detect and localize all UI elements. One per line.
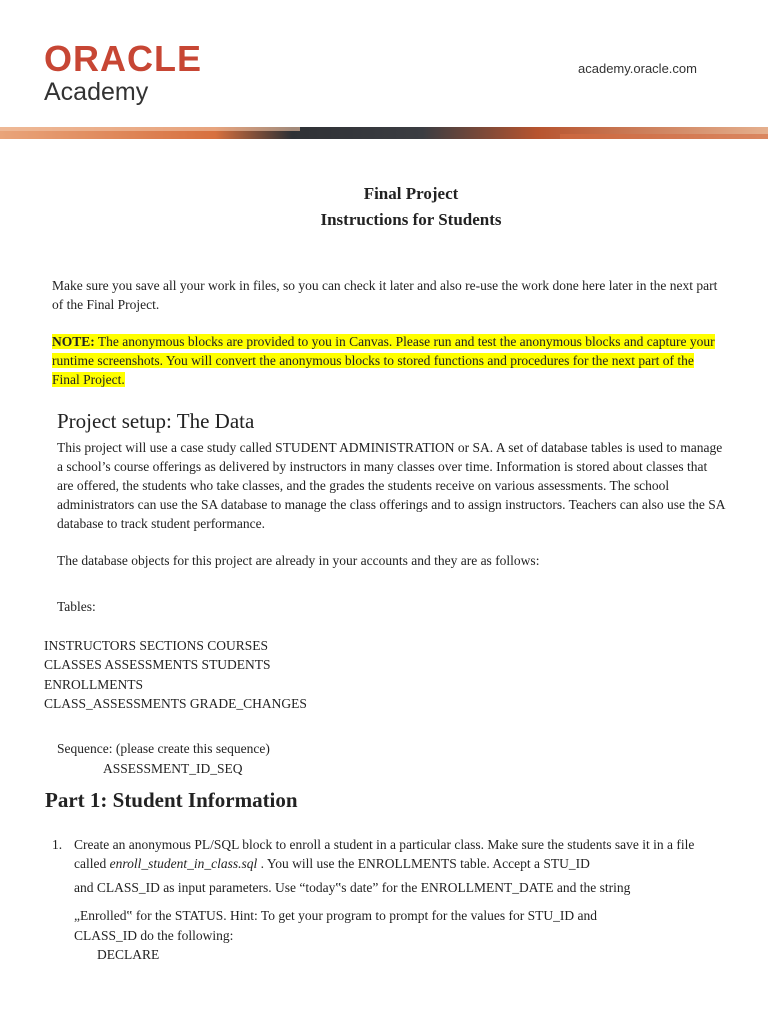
- tables-line-3: ENROLLMENTS: [44, 677, 143, 692]
- logo-brand: ORACLE: [44, 38, 202, 79]
- item-text-b: . You will use the ENROLLMENTS table. Accept a STU_ID: [257, 856, 590, 871]
- item-filename: enroll_student_in_class.sql: [109, 856, 258, 871]
- note-text: The anonymous blocks are provided to you in Canvas. Please run and test the anonymous blocks and capture your runtime screenshots. You will convert the anonymous blocks to stored functions and procedures for the next part of the Final Project.: [52, 334, 715, 387]
- logo-sub: Academy: [44, 78, 149, 106]
- tables-line-2: CLASSES ASSESSMENTS STUDENTS: [44, 657, 271, 672]
- item-text-a: Create an anonymous PL/SQL block to enroll a student in a particular class. Make sure the students save it in a file called: [74, 837, 695, 871]
- title-line-1: Final Project: [363, 184, 459, 203]
- tables-line-1: INSTRUCTORS SECTIONS COURSES: [44, 638, 269, 653]
- sequence-label: Sequence: (please create this sequence): [57, 741, 270, 756]
- setup-description: This project will use a case study called STUDENT ADMINISTRATION or SA. A set of database tables is used to manage a school’s course offerings as delivered by instructors in many classes over time. Information is stored about classes that are offered, the students who take classes, and the grades the students receive on various assessments. The school administrators can use the SA database to manage the class offerings and to assign instructors. Teachers can also use the SA database to track student performance.: [57, 440, 725, 531]
- item-line-3: and CLASS_ID as input parameters. Use “today‟s date” for the ENROLLMENT_DATE and the string: [74, 880, 631, 895]
- oracle-academy-logo: [44, 40, 202, 106]
- tables-label: Tables:: [57, 599, 96, 614]
- part1-heading: Part 1: Student Information: [45, 788, 298, 812]
- item-line-5: CLASS_ID do the following:: [74, 928, 234, 943]
- note-label: NOTE:: [52, 334, 95, 349]
- tables-line-4: CLASS_ASSESSMENTS GRADE_CHANGES: [44, 696, 307, 711]
- intro-paragraph: Make sure you save all your work in files, so you can check it later and also re-use the work done here later in the next part of the Final Project.: [52, 278, 718, 312]
- sequence-name: ASSESSMENT_ID_SEQ: [103, 761, 243, 776]
- title-line-2: Instructions for Students: [320, 210, 502, 229]
- code-declare: DECLARE: [97, 947, 160, 962]
- item-line-4: „Enrolled‟ for the STATUS. Hint: To get your program to prompt for the values for STU_ID and: [74, 908, 597, 923]
- list-item-number: 1.: [52, 837, 63, 852]
- decorative-banner: [0, 127, 768, 139]
- list-item-text: [74, 835, 722, 873]
- setup-heading: Project setup: The Data: [57, 409, 255, 433]
- objects-intro: The database objects for this project are already in your accounts and they are as follows:: [57, 553, 540, 568]
- site-url: academy.oracle.com: [578, 61, 697, 76]
- note-paragraph: [52, 332, 720, 389]
